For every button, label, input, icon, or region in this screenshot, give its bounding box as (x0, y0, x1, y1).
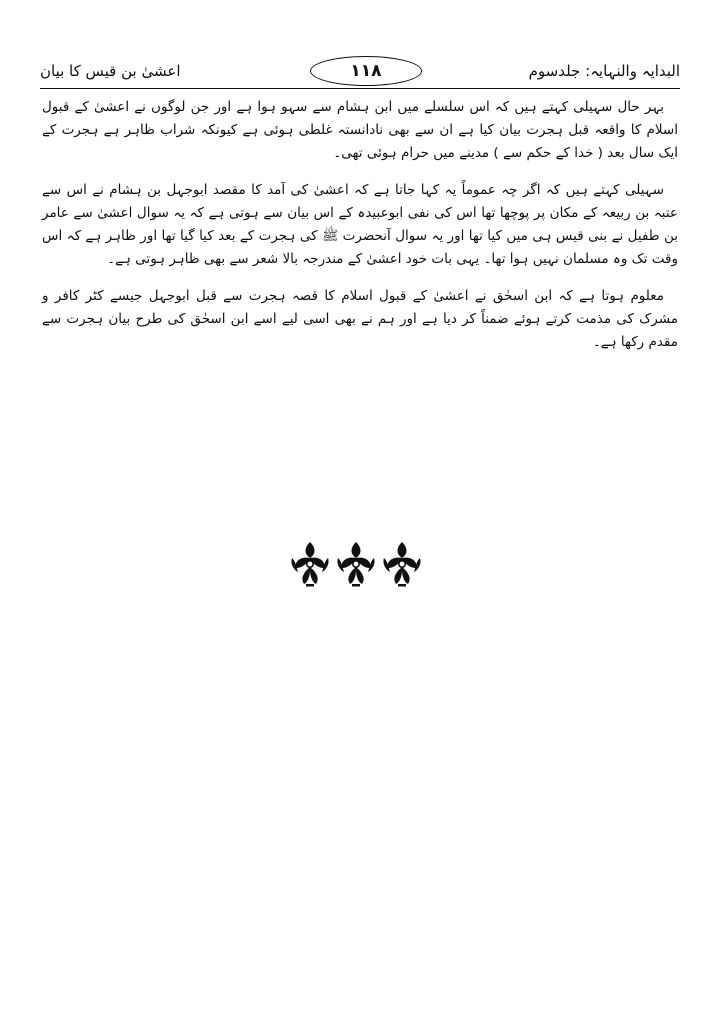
header-divider (40, 88, 680, 89)
floral-ornament-icon (286, 538, 426, 588)
book-title: البدایہ والنہایہ: جلدسوم (528, 62, 680, 80)
page-body (42, 96, 678, 368)
paragraph-3: معلوم ہوتا ہے کہ ابن اسحٰق نے اعشیٰ کے قبول اسلام کا قصہ ہجرت سے قبل ابوجہل جیسے کٹر کافر و مشرک کی مذمت کرتے ہوئے ضمناً کر دیا ہے اور ہم نے بھی اسی لیے اسے ابن اسحٰق کی طرح بیان ہجرت سے مقدم رکھا ہے۔ (42, 288, 678, 350)
page-number: ۱۱۸ (310, 56, 422, 86)
paragraph-1: بہر حال سہیلی کہتے ہیں کہ اس سلسلے میں ابن ہشام سے سہو ہوا ہے اور جن لوگوں نے اعشیٰ کے قبول اسلام کا واقعہ قبل ہجرت بیان کیا ہے ان سے بھی نادانستہ غلطی ہوئی ہے کیونکہ شراب ظاہر ہے ہجرت کے ایک سال بعد ( خدا کے حکم سے ) مدینے میں حرام ہوئی تھی۔ (42, 99, 678, 161)
chapter-title: اعشیٰ بن قیس کا بیان (40, 62, 181, 80)
paragraph-2: سہیلی کہتے ہیں کہ اگر چہ عموماً یہ کہا جاتا ہے کہ اعشیٰ کی آمد کا مقصد ابوجہل بن ہشام نے اس سے عتبہ بن ربیعہ کے مکان پر پوچھا تھا اس کی نفی ابوعبیدہ کے اس بیان سے ہوتی ہے کہ یہ سوال اعشیٰ سے عامر بن طفیل نے بنی قیس ہی میں کیا تھا اور یہ سوال آنحضرت ﷺ کی ہجرت کے بعد کیا گیا تھا اور ظاہر ہے کہ اس وقت تک وہ مسلمان نہیں ہوا تھا۔ یہی بات خود اعشیٰ کے مندرجہ بالا شعر سے بھی ظاہر ہوتی ہے۔ (42, 182, 678, 267)
page-header (40, 56, 680, 92)
